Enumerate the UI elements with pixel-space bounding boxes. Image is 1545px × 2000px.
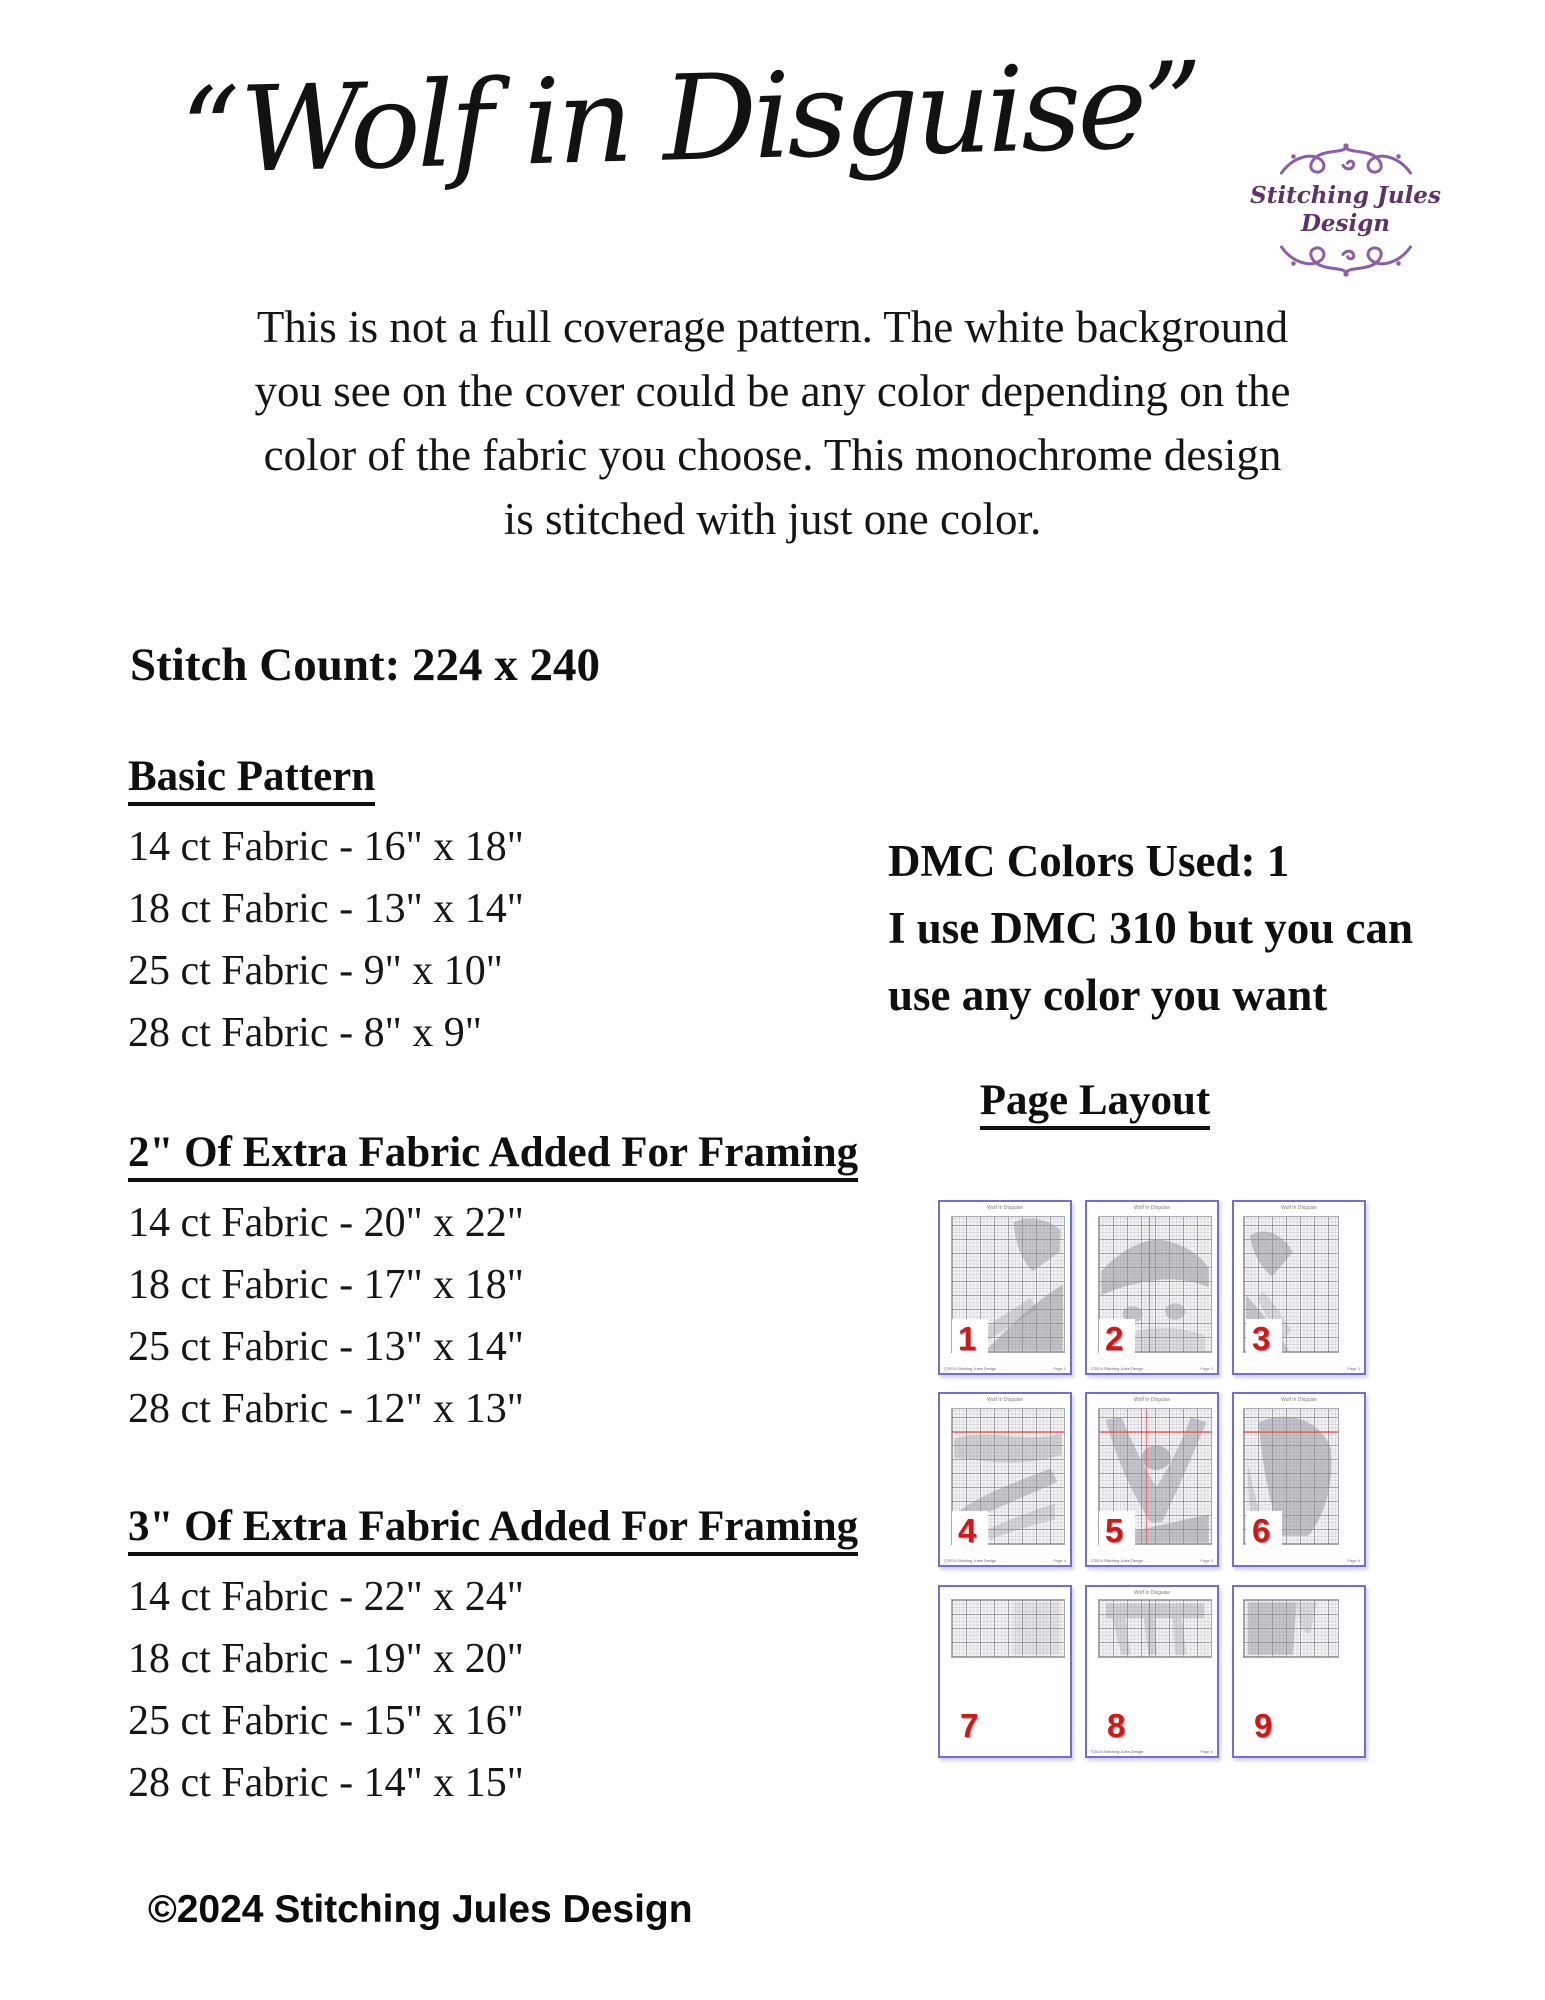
fabric-size-item: 28 ct Fabric - 14" x 15" [128, 1760, 524, 1806]
thumb-title: Wolf In Disguise [1133, 1590, 1171, 1596]
intro-line: color of the fabric you choose. This monochrome design [263, 430, 1282, 480]
section-heading-basic-pattern: Basic Pattern [128, 752, 375, 806]
pattern-page-thumbnail-5 [1085, 1392, 1219, 1567]
logo-text: Stitching Jules Design [1250, 182, 1441, 237]
stitch-grid-preview [951, 1599, 1065, 1658]
thumb-footer-copyright: ©2024 Stitching Jules Design [1091, 1558, 1144, 1563]
fabric-size-item: 25 ct Fabric - 9" x 10" [128, 948, 503, 994]
intro-line: is stitched with just one color. [503, 494, 1042, 544]
thumb-footer-page: Page 2 [1200, 1366, 1213, 1371]
pattern-page-thumbnail-7 [938, 1585, 1072, 1758]
page-number: 7 [960, 1707, 979, 1744]
page-title: “Wolf in Disguise” [178, 35, 1202, 201]
pattern-page-thumbnail-9 [1232, 1585, 1366, 1758]
page-number: 9 [1254, 1707, 1273, 1744]
thumb-footer-page: Page 1 [1053, 1366, 1066, 1371]
page-number: 4 [952, 1511, 988, 1551]
thumb-footer-page: Page 8 [1200, 1749, 1213, 1754]
thumb-title: Wolf In Disguise [1133, 1205, 1171, 1211]
fabric-size-item: 25 ct Fabric - 13" x 14" [128, 1324, 524, 1370]
stitch-marks-art [1244, 1600, 1338, 1657]
pattern-page-thumbnail-6 [1232, 1392, 1366, 1567]
intro-line: This is not a full coverage pattern. The white background [256, 302, 1289, 352]
fabric-size-item: 18 ct Fabric - 17" x 18" [128, 1262, 524, 1308]
pattern-page-thumbnail-3 [1232, 1200, 1366, 1375]
thumb-footer-copyright: ©2024 Stitching Jules Design [1091, 1749, 1144, 1754]
page-layout-heading: Page Layout [895, 1076, 1295, 1130]
page-number: 6 [1246, 1511, 1282, 1551]
page-number: 3 [1246, 1319, 1282, 1359]
stitch-marks-art [952, 1600, 1064, 1657]
page-number: 5 [1099, 1511, 1135, 1551]
stitch-grid-preview [1243, 1599, 1339, 1658]
stitch-marks-art [1099, 1600, 1211, 1657]
thumb-footer-page: Page 6 [1347, 1558, 1360, 1563]
fabric-size-item: 14 ct Fabric - 22" x 24" [128, 1574, 524, 1620]
center-line-horizontal [952, 1432, 1064, 1433]
thumb-footer-page: Page 4 [1053, 1558, 1066, 1563]
copyright-footer: ©2024 Stitching Jules Design [148, 1888, 693, 1931]
thumb-footer-page: Page 3 [1347, 1366, 1360, 1371]
thumb-footer-page: Page 5 [1200, 1558, 1213, 1563]
logo-flourish-bottom-icon [1271, 238, 1421, 280]
framing-2in-list [128, 1192, 524, 1440]
center-line-vertical [1146, 1409, 1147, 1544]
thumb-footer-copyright: ©2024 Stitching Jules Design [944, 1558, 997, 1563]
thumb-footer-copyright: ©2024 Stitching Jules Design [944, 1366, 997, 1371]
page-layout-grid [938, 1200, 1366, 1758]
intro-line: you see on the cover could be any color depending on the [254, 366, 1291, 416]
stitch-grid-preview [1098, 1599, 1212, 1658]
fabric-size-item: 18 ct Fabric - 19" x 20" [128, 1636, 524, 1682]
center-line-horizontal [1244, 1432, 1338, 1433]
basic-pattern-list [128, 816, 524, 1064]
pattern-page-thumbnail-4 [938, 1392, 1072, 1567]
page-number: 1 [952, 1319, 988, 1359]
thumb-title: Wolf In Disguise [986, 1205, 1024, 1211]
logo-flourish-top-icon [1271, 140, 1421, 182]
fabric-size-item: 14 ct Fabric - 16" x 18" [128, 824, 524, 870]
page-number: 8 [1107, 1707, 1126, 1744]
dmc-colors-note [888, 828, 1413, 1029]
page-number: 2 [1099, 1319, 1135, 1359]
fabric-size-item: 28 ct Fabric - 8" x 9" [128, 1010, 482, 1056]
brand-logo [1238, 140, 1453, 280]
framing-3in-list [128, 1566, 524, 1814]
fabric-size-item: 14 ct Fabric - 20" x 22" [128, 1200, 524, 1246]
fabric-size-item: 18 ct Fabric - 13" x 14" [128, 886, 524, 932]
thumb-title: Wolf In Disguise [986, 1397, 1024, 1403]
dmc-line: I use DMC 310 but you can [888, 903, 1414, 953]
fabric-size-item: 28 ct Fabric - 12" x 13" [128, 1386, 524, 1432]
center-line-horizontal [1099, 1432, 1211, 1433]
center-line-vertical [1149, 1600, 1150, 1657]
center-line-vertical [1149, 1217, 1150, 1352]
thumb-title: Wolf In Disguise [1280, 1397, 1318, 1403]
intro-paragraph [0, 295, 1545, 551]
thumb-title: Wolf In Disguise [1133, 1397, 1171, 1403]
dmc-line: use any color you want [888, 970, 1328, 1020]
thumb-title: Wolf In Disguise [1280, 1205, 1318, 1211]
pattern-page-thumbnail-2 [1085, 1200, 1219, 1375]
fabric-size-item: 25 ct Fabric - 15" x 16" [128, 1698, 524, 1744]
section-heading-2in-framing: 2" Of Extra Fabric Added For Framing [128, 1128, 858, 1182]
thumb-footer-copyright: ©2024 Stitching Jules Design [1091, 1366, 1144, 1371]
stitch-count: Stitch Count: 224 x 240 [130, 639, 601, 691]
dmc-line: DMC Colors Used: 1 [888, 836, 1290, 886]
pattern-page-thumbnail-8 [1085, 1585, 1219, 1758]
section-heading-3in-framing: 3" Of Extra Fabric Added For Framing [128, 1502, 858, 1556]
pattern-page-thumbnail-1 [938, 1200, 1072, 1375]
